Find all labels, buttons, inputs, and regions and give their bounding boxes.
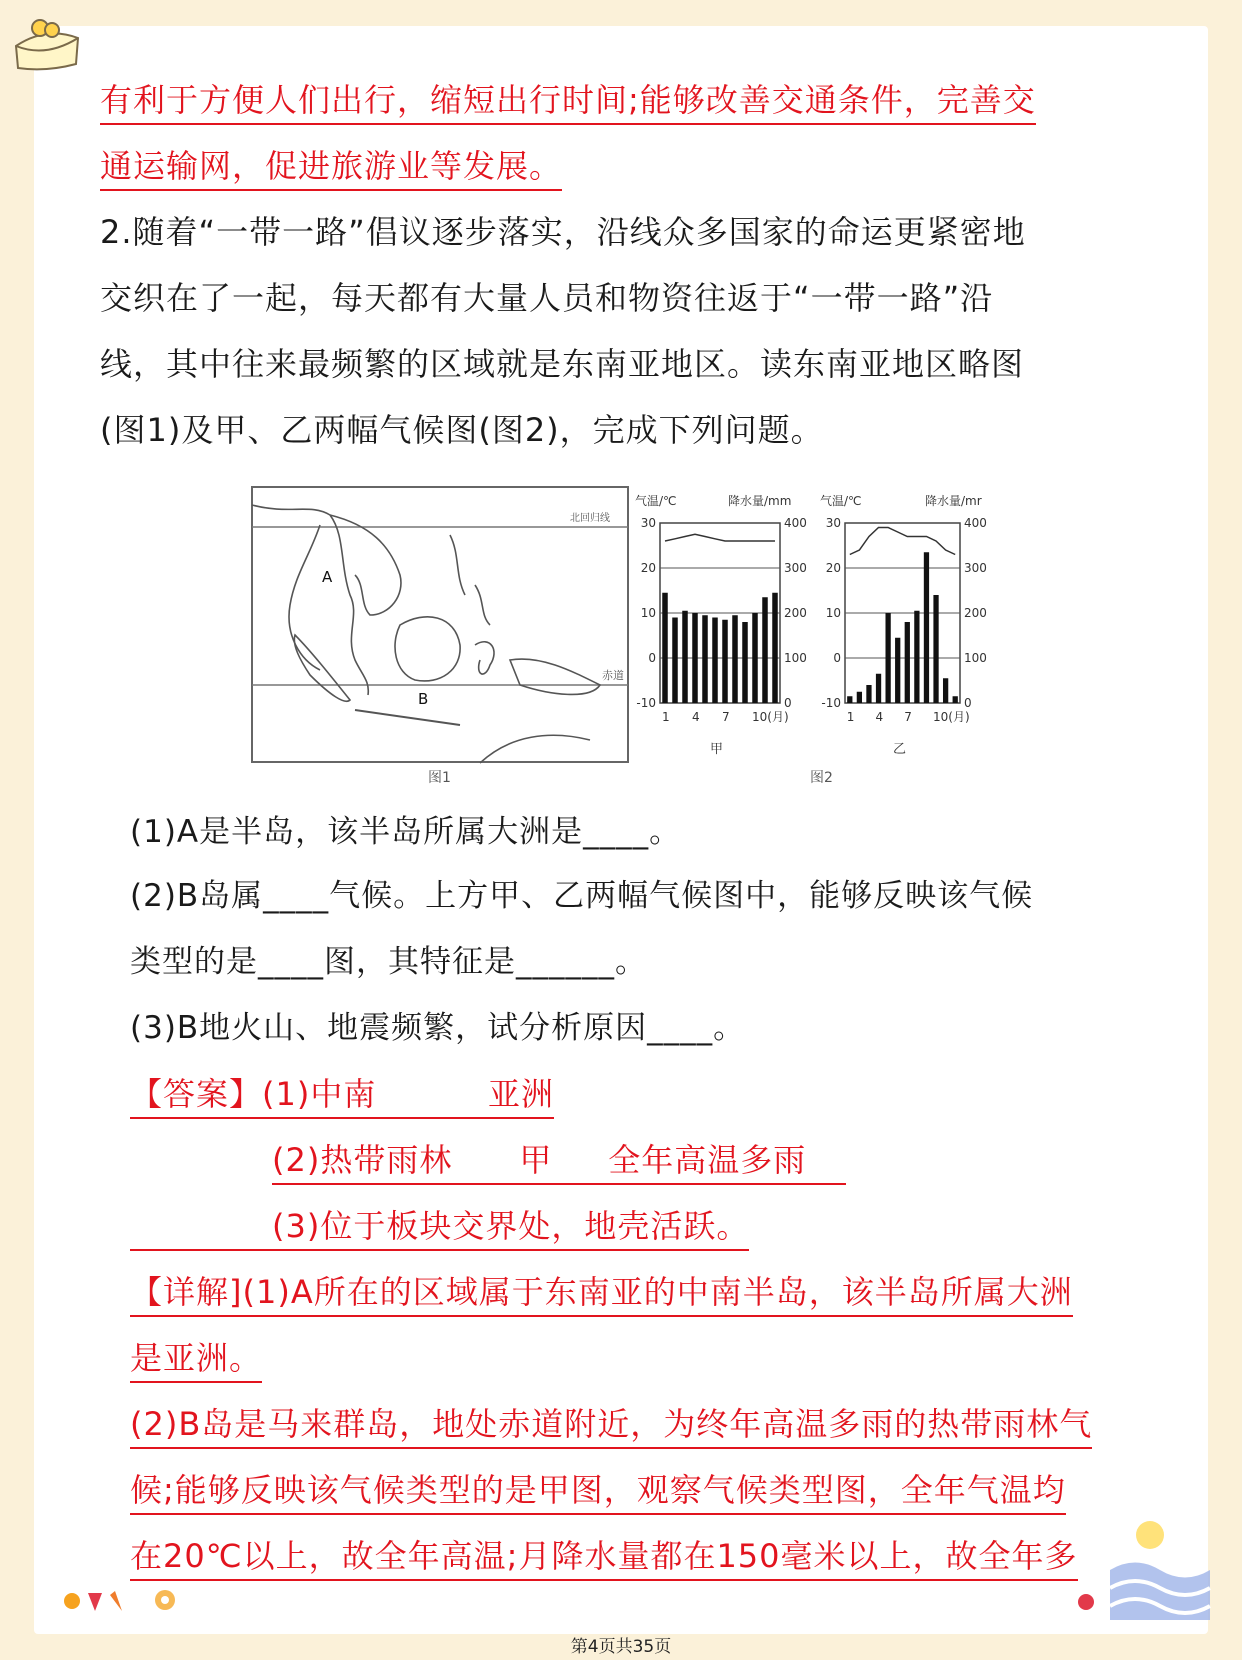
jia-precip-bar	[672, 618, 678, 704]
jia-temp-tick: 0	[648, 651, 656, 665]
yi-precip-tick: 200	[964, 606, 987, 620]
yi-precip-bar	[876, 674, 881, 703]
jia-precip-bar	[722, 620, 728, 703]
jia-precip-tick: 0	[784, 696, 792, 710]
jia-precip-bar	[752, 613, 758, 703]
jia-precip-bar	[702, 615, 708, 703]
jia-temp-line	[665, 534, 775, 541]
yi-temp-line	[850, 528, 955, 555]
yi-precip-bar	[847, 696, 852, 703]
yi-precip-bar	[905, 622, 910, 703]
detail-line-1: 【详解](1)A所在的区域属于东南亚的中南半岛，该半岛所属大洲	[130, 1273, 1073, 1317]
yi-temp-tick: 30	[825, 516, 841, 530]
question-line-1: 2.随着“一带一路”倡议逐步落实，沿线众多国家的命运更紧密地	[100, 213, 1026, 251]
jia-precip-bar	[772, 593, 778, 703]
question-line-2: 交织在了一起，每天都有大量人员和物资往返于“一带一路”沿	[100, 279, 994, 317]
chart-jia-name: 甲	[710, 742, 724, 757]
yi-precip-bar	[857, 692, 862, 703]
chart-jia	[636, 516, 807, 724]
wave-sticker-icon	[1105, 1510, 1215, 1630]
jia-month-tick: 1	[662, 710, 670, 724]
equator-label: 赤道	[602, 669, 624, 682]
yi-precip-bar	[885, 613, 890, 703]
question-line-3: 线，其中往来最频繁的区域就是东南亚地区。读东南亚地区略图	[100, 345, 1025, 383]
label-b: B	[418, 690, 429, 708]
jia-temp-tick: 30	[640, 516, 656, 530]
jia-temp-tick: -10	[636, 696, 656, 710]
yi-precip-bar	[866, 685, 871, 703]
subq-2-cont: 类型的是____图，其特征是______。	[130, 944, 647, 980]
yi-precip-tick: 0	[964, 696, 972, 710]
jia-temp-tick: 20	[640, 561, 656, 575]
jia-temp-label: 气温/℃	[635, 494, 677, 508]
detail-line-4: 候;能够反映该气候类型的是甲图，观察气候类型图，全年气温均	[130, 1471, 1066, 1515]
jia-precip-bar	[662, 593, 668, 703]
answer-line-3: (3)位于板块交界处，地壳活跃。	[130, 1207, 749, 1251]
jia-temp-tick: 10	[640, 606, 656, 620]
yi-precip-label: 降水量/mr	[925, 494, 982, 508]
jia-precip-tick: 300	[784, 561, 807, 575]
flower-sticker-icon	[150, 1585, 180, 1615]
yi-precip-bar	[943, 678, 948, 703]
prev-answer-line-2: 通运输网，促进旅游业等发展。	[100, 147, 562, 191]
figure2-climate-charts	[625, 485, 1015, 785]
jia-precip-bar	[762, 597, 768, 703]
figure2-caption: 图2	[810, 770, 833, 785]
tropic-label: 北回归线	[570, 513, 610, 524]
prev-answer-line-1: 有利于方便人们出行，缩短出行时间;能够改善交通条件，完善交	[100, 81, 1036, 125]
question-line-4: (图1)及甲、乙两幅气候图(图2)，完成下列问题。	[100, 411, 824, 449]
detail-line-2: 是亚洲。	[130, 1339, 262, 1383]
figure1-caption: 图1	[428, 770, 451, 786]
chart-yi	[821, 516, 987, 724]
subq-2: (2)B岛属____气候。上方甲、乙两幅气候图中，能够反映该气候	[130, 878, 1034, 914]
jia-precip-bar	[682, 611, 688, 703]
jia-precip-bar	[732, 615, 738, 703]
answer-line-2: (2)热带雨林 甲 全年高温多雨	[272, 1141, 846, 1185]
subq-1: (1)A是半岛，该半岛所属大洲是____。	[130, 814, 682, 850]
yi-precip-bar	[933, 595, 938, 703]
jia-precip-label: 降水量/mm	[728, 494, 792, 508]
jia-precip-bar	[742, 622, 748, 703]
fruit-sticker-icon	[60, 1585, 140, 1615]
detail-line-3: (2)B岛是马来群岛，地处赤道附近，为终年高温多雨的热带雨林气	[130, 1405, 1092, 1449]
yi-precip-bar	[924, 552, 929, 703]
jia-precip-bar	[692, 613, 698, 703]
yi-precip-bar	[914, 611, 919, 703]
jia-month-tick: 4	[692, 710, 700, 724]
jia-month-tick: 10(月)	[752, 710, 789, 724]
yi-precip-tick: 100	[964, 651, 987, 665]
yi-temp-tick: 10	[825, 606, 841, 620]
yi-precip-bar	[895, 638, 900, 703]
yi-temp-tick: 0	[833, 651, 841, 665]
yi-precip-tick: 400	[964, 516, 987, 530]
jia-precip-bar	[712, 618, 718, 704]
yi-month-tick: 10(月)	[933, 710, 970, 724]
map-frame	[252, 487, 628, 762]
answer-line-1: 【答案】(1)中南 亚洲	[130, 1075, 554, 1119]
page-footer: 第4页共35页	[570, 1637, 672, 1657]
chart-yi-name: 乙	[893, 742, 907, 757]
yi-month-tick: 1	[846, 710, 855, 724]
yi-month-tick: 7	[904, 710, 912, 724]
jia-month-tick: 7	[722, 710, 730, 724]
jia-precip-tick: 100	[784, 651, 807, 665]
detail-line-5: 在20℃以上，故全年高温;月降水量都在150毫米以上，故全年多	[130, 1537, 1078, 1581]
jia-precip-tick: 200	[784, 606, 807, 620]
jia-precip-tick: 400	[784, 516, 807, 530]
cake-sticker-icon	[6, 6, 88, 78]
yi-temp-label: 气温/℃	[820, 494, 862, 508]
figure1-map	[250, 485, 630, 795]
yi-temp-tick: -10	[821, 696, 841, 710]
yi-precip-tick: 300	[964, 561, 987, 575]
subq-3: (3)B地火山、地震频繁，试分析原因____。	[130, 1010, 746, 1046]
label-a: A	[322, 568, 333, 586]
yi-temp-tick: 20	[825, 561, 841, 575]
apple-sticker-icon	[1075, 1590, 1097, 1612]
yi-precip-bar	[953, 696, 958, 703]
yi-month-tick: 4	[875, 710, 884, 724]
